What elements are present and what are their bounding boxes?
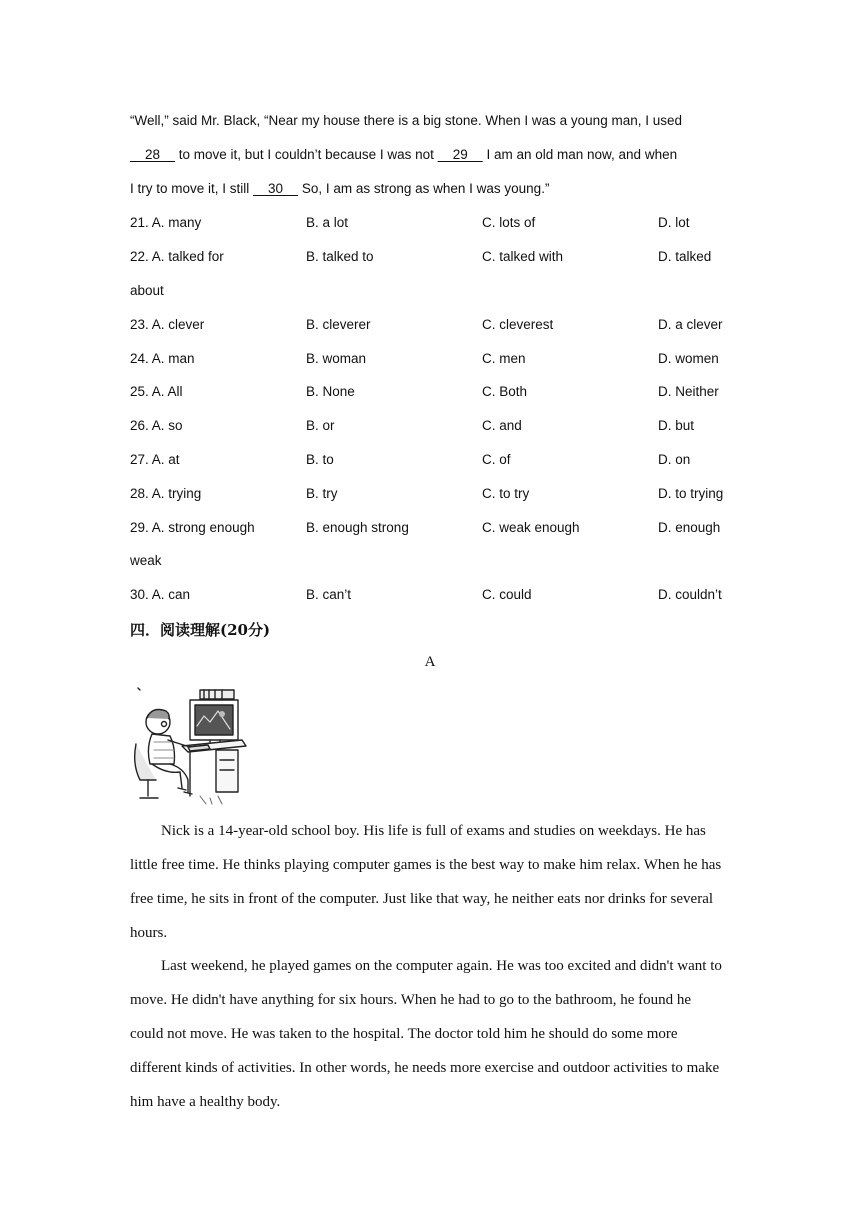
option-b: B. try xyxy=(306,486,338,501)
option-d: D. lot xyxy=(658,215,690,230)
passage-line: free time, he sits in front of the computer. Just like that way, he neither eats nor drinks for several xyxy=(130,891,714,907)
cloze-text: So, I am as strong as when I was young.” xyxy=(298,181,550,196)
question-25 xyxy=(130,384,730,404)
option-d: D. couldn’t xyxy=(658,587,722,602)
option-c: C. talked with xyxy=(482,249,564,264)
option-a: 24. A. man xyxy=(130,351,195,366)
option-c: C. lots of xyxy=(482,215,536,230)
option-d: D. a clever xyxy=(658,317,723,332)
option-a: 21. A. many xyxy=(130,215,202,230)
passage-line: move. He didn't have anything for six hours. When he had to go to the bathroom, he found he xyxy=(130,992,692,1008)
option-d: D. women xyxy=(658,351,719,366)
cloze-text: to move it, but I couldn’t because I was not xyxy=(175,147,438,162)
option-c: C. and xyxy=(482,418,522,433)
option-d: D. on xyxy=(658,452,691,467)
boy-at-computer-illustration xyxy=(130,684,250,808)
cloze-line-2 xyxy=(130,147,677,162)
option-d: D. but xyxy=(658,418,695,433)
section-title: 四．阅读理解(20分) xyxy=(130,621,271,639)
option-c: C. men xyxy=(482,351,526,366)
option-a: 23. A. clever xyxy=(130,317,205,332)
option-a: 22. A. talked for xyxy=(130,249,224,264)
option-continuation: about xyxy=(130,283,164,298)
question-29 xyxy=(130,520,730,540)
option-b: B. to xyxy=(306,452,334,467)
option-c: C. weak enough xyxy=(482,520,580,535)
question-22 xyxy=(130,249,730,269)
cloze-line-3 xyxy=(130,181,549,196)
blank-29: 29 xyxy=(437,147,483,162)
option-d: D. Neither xyxy=(658,384,719,399)
passage-line: him have a healthy body. xyxy=(130,1094,281,1110)
question-27 xyxy=(130,452,730,472)
option-a: 27. A. at xyxy=(130,452,180,467)
blank-28: 28 xyxy=(130,147,176,162)
passage-line: different kinds of activities. In other words, he needs more exercise and outdoor activities to make xyxy=(130,1060,720,1076)
option-b: B. enough strong xyxy=(306,520,409,535)
option-a: 25. A. All xyxy=(130,384,183,399)
option-b: B. or xyxy=(306,418,335,433)
question-30 xyxy=(130,587,730,607)
question-24 xyxy=(130,351,730,371)
option-a: 29. A. strong enough xyxy=(130,520,255,535)
option-d: D. talked xyxy=(658,249,712,264)
question-26 xyxy=(130,418,730,438)
option-c: C. Both xyxy=(482,384,528,399)
option-a: 28. A. trying xyxy=(130,486,202,501)
passage-line: could not move. He was taken to the hospital. The doctor told him he should do some more xyxy=(130,1026,678,1042)
option-b: B. woman xyxy=(306,351,367,366)
cloze-text: I am an old man now, and when xyxy=(482,147,678,162)
option-d: D. to trying xyxy=(658,486,724,501)
cloze-text: I try to move it, I still xyxy=(130,181,254,196)
option-c: C. cleverest xyxy=(482,317,554,332)
passage-label: A xyxy=(424,654,436,670)
option-a: 30. A. can xyxy=(130,587,191,602)
passage-line: Last weekend, he played games on the computer again. He was too excited and didn't want to xyxy=(161,958,722,974)
option-a: 26. A. so xyxy=(130,418,183,433)
cloze-text: “Well,” said Mr. Black, “Near my house there is a big stone. When I was a young man, I used xyxy=(130,113,682,128)
option-b: B. can’t xyxy=(306,587,352,602)
passage-line: little free time. He thinks playing computer games is the best way to make him relax. When he has xyxy=(130,857,722,873)
question-23 xyxy=(130,317,730,337)
passage-line: hours. xyxy=(130,925,168,941)
option-b: B. cleverer xyxy=(306,317,371,332)
passage-line: Nick is a 14-year-old school boy. His life is full of exams and studies on weekdays. He has xyxy=(161,823,706,839)
cloze-line-1 xyxy=(130,113,682,128)
question-21 xyxy=(130,215,730,235)
blank-30: 30 xyxy=(253,181,299,196)
option-b: B. a lot xyxy=(306,215,349,230)
option-continuation: weak xyxy=(130,553,162,568)
option-c: C. could xyxy=(482,587,532,602)
option-d: D. enough xyxy=(658,520,721,535)
option-c: C. to try xyxy=(482,486,530,501)
option-b: B. talked to xyxy=(306,249,374,264)
option-c: C. of xyxy=(482,452,511,467)
option-b: B. None xyxy=(306,384,355,399)
question-28 xyxy=(130,486,730,506)
